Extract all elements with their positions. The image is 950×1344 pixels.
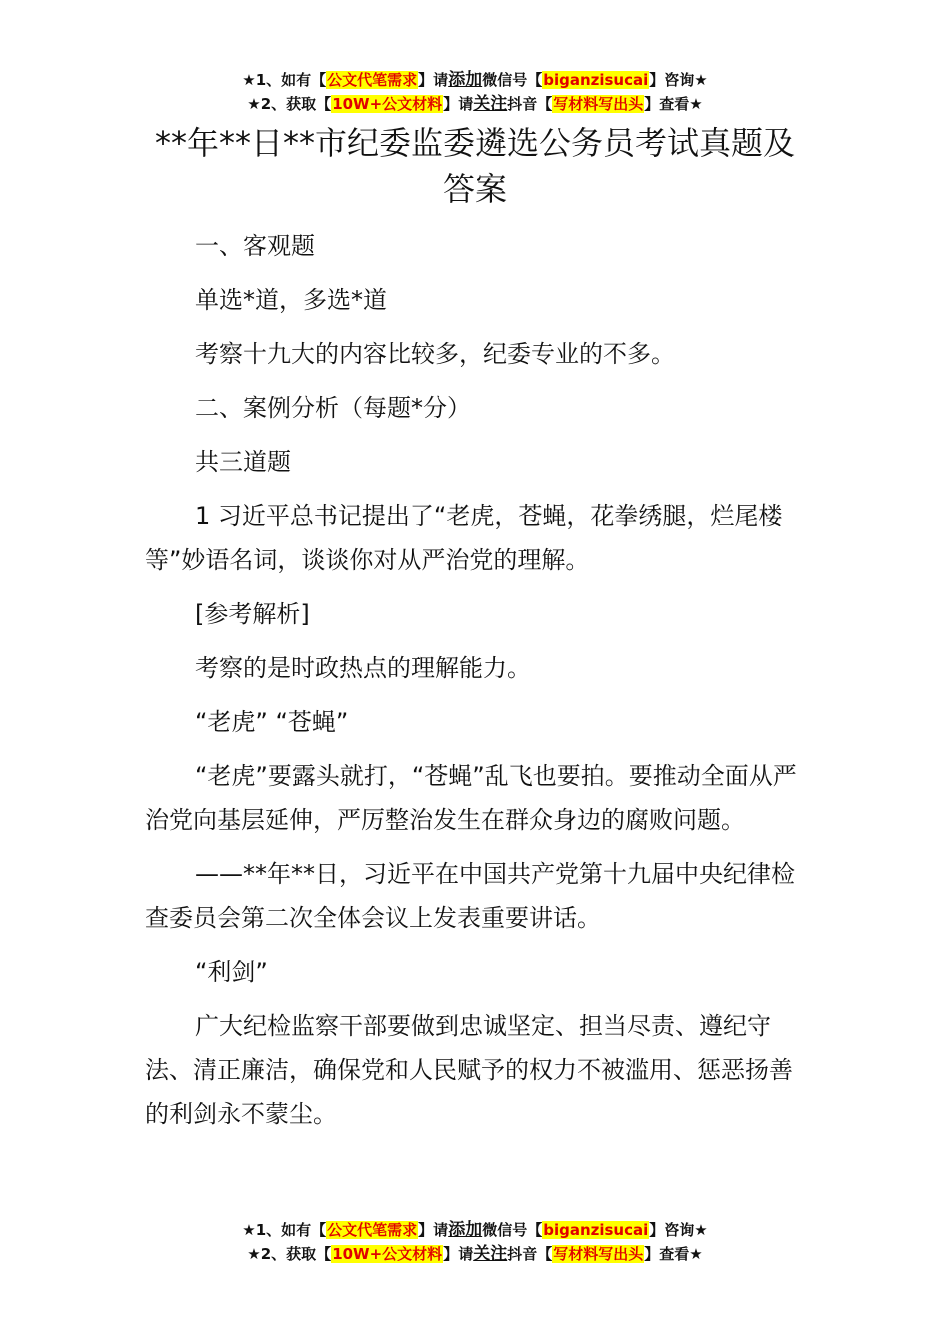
paragraph: 共三道题: [195, 448, 291, 476]
banner-line-2: ★2、获取【10W+公文材料】请关注抖音【写材料写出头】查看★: [247, 94, 703, 114]
underlined-add: 添加: [448, 70, 483, 90]
highlight-service: 公文代笔需求: [327, 71, 418, 89]
highlight-materials: 10W+公文材料: [332, 1245, 443, 1263]
paragraph: 广大纪检监察干部要做到忠诚坚定、担当尽责、遵纪守法、清正廉洁，确保党和人民赋予的权力不被滥用、惩恶扬善的利剑永不蒙尘。: [145, 1012, 793, 1128]
paragraph: “老虎” “苍蝇”: [195, 708, 349, 736]
banner-line-2: ★2、获取【10W+公文材料】请关注抖音【写材料写出头】查看★: [247, 1244, 703, 1264]
paragraph: “利剑”: [195, 958, 268, 986]
paragraph: [参考解析]: [195, 600, 310, 628]
underlined-follow: 关注: [473, 94, 508, 114]
banner-line-1: ★1、如有【公文代笔需求】请添加微信号【biganzisucai】咨询★: [242, 70, 708, 90]
paragraph: 二、案例分析（每题*分）: [195, 394, 471, 422]
paragraph: 考察的是时政热点的理解能力。: [195, 654, 531, 682]
highlight-douyin: 写材料写出头: [553, 95, 644, 113]
paragraph: ——**年**日，习近平在中国共产党第十九届中央纪律检查委员会第二次全体会议上发表重要讲话。: [145, 860, 795, 932]
banner-line-1: ★1、如有【公文代笔需求】请添加微信号【biganzisucai】咨询★: [242, 1220, 708, 1240]
paragraph: “老虎”要露头就打，“苍蝇”乱飞也要拍。要推动全面从严治党向基层延伸，严厉整治发生在群众身边的腐败问题。: [145, 762, 797, 834]
paragraph: 单选*道，多选*道: [195, 286, 387, 314]
underlined-follow: 关注: [473, 1244, 508, 1264]
highlight-materials: 10W+公文材料: [332, 95, 443, 113]
footer-banner: [0, 1218, 950, 1266]
highlight-wechat-id: biganzisucai: [543, 71, 649, 89]
paragraph: 考察十九大的内容比较多，纪委专业的不多。: [195, 340, 675, 368]
highlight-douyin: 写材料写出头: [553, 1245, 644, 1263]
header-banner: [0, 68, 950, 116]
paragraph: 1 习近平总书记提出了“老虎，苍蝇，花拳绣腿，烂尾楼等”妙语名词，谈谈你对从严治党的理解。: [145, 502, 783, 574]
document-title: **年**日**市纪委监委遴选公务员考试真题及答案: [154, 124, 795, 208]
document-body: [145, 224, 810, 1146]
paragraph: 一、客观题: [195, 232, 315, 260]
underlined-add: 添加: [448, 1220, 483, 1240]
highlight-wechat-id: biganzisucai: [543, 1221, 649, 1239]
highlight-service: 公文代笔需求: [327, 1221, 418, 1239]
